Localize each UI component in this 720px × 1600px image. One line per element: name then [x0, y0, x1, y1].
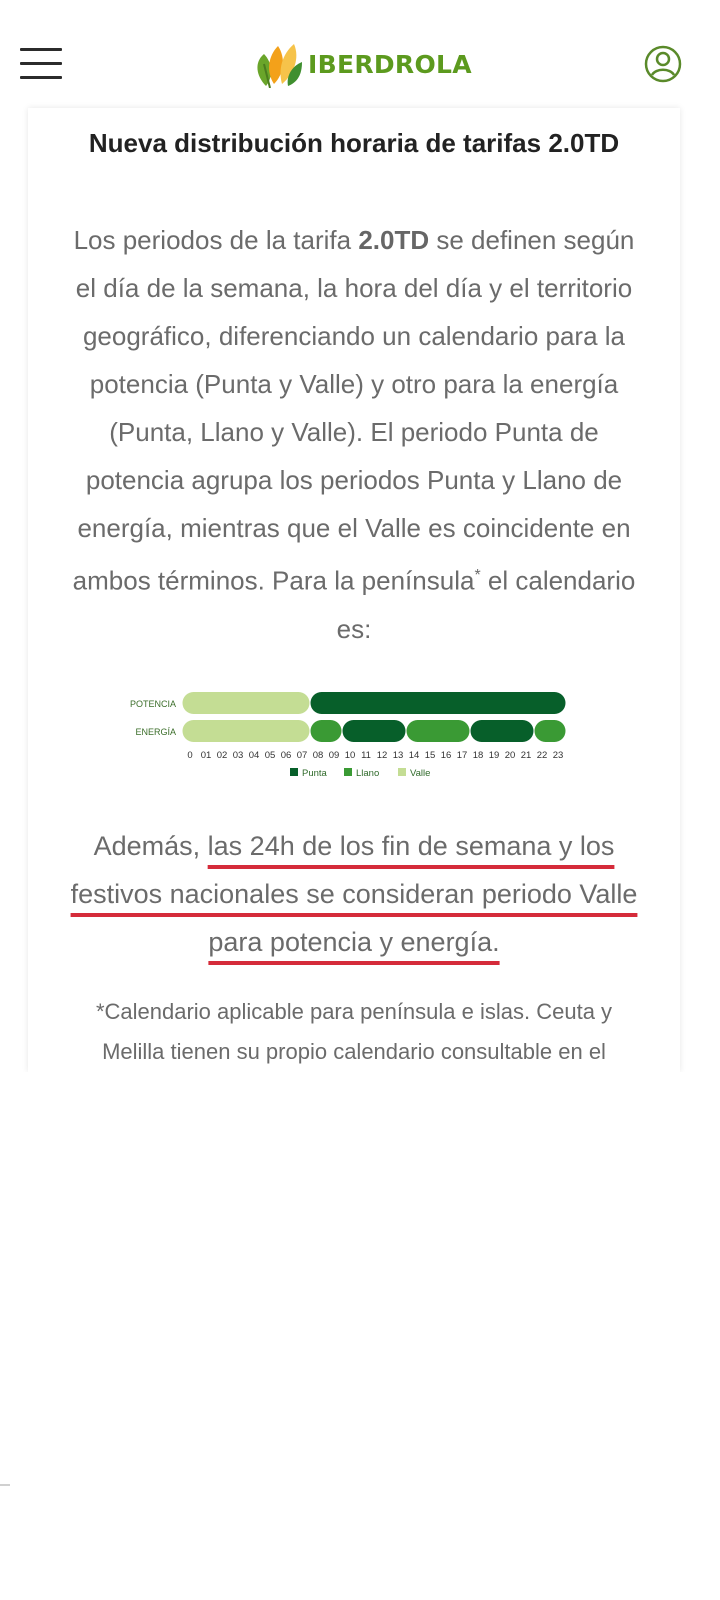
intro-text-end: el calendario es: [336, 565, 636, 644]
hour-tick-4: 04 [248, 750, 260, 761]
intro-text-middle: se definen según el día de la semana, la hora del día y el territorio geográfico, diferenciando un calendario para la potencia (Punta y Valle) y otro para la energía (Punta, Llano y Valle). El periodo Punta de potencia agrupa los periodos Punta y Llano de energía, mientras que el Valle es coincidente en ambos términos. Para la península [72, 225, 635, 596]
legend-label-2: Valle [410, 768, 431, 779]
weekend-text-start: Además, [93, 831, 208, 861]
hour-tick-12: 12 [376, 750, 388, 761]
blank-area [0, 1072, 720, 1600]
hour-tick-16: 16 [440, 750, 452, 761]
menu-icon[interactable] [20, 48, 62, 82]
hour-tick-3: 03 [232, 750, 244, 761]
hour-tick-19: 19 [488, 750, 500, 761]
legend-swatch-1 [344, 768, 352, 776]
user-account-icon[interactable] [644, 44, 682, 84]
article-card [28, 108, 680, 1072]
segment-1-1 [311, 720, 342, 742]
hour-tick-1: 01 [200, 750, 212, 761]
footnote-mark: * [474, 567, 481, 584]
top-bar [0, 0, 720, 108]
scroll-edge [0, 1484, 10, 1486]
hour-tick-14: 14 [408, 750, 420, 761]
hour-tick-7: 07 [296, 750, 308, 761]
hour-tick-18: 18 [472, 750, 484, 761]
hour-tick-9: 09 [328, 750, 340, 761]
brand-logo[interactable] [252, 40, 472, 88]
intro-text-start: Los periodos de la tarifa [73, 225, 359, 255]
hour-tick-5: 05 [264, 750, 276, 761]
segment-0-0 [183, 692, 310, 714]
row-label-1: ENERGÍA [135, 727, 176, 737]
highlighted-weekend-text: las 24h de los fin de semana y los festivos nacionales se consideran periodo Valle para potencia y energía. [70, 831, 638, 957]
legend-label-0: Punta [302, 768, 327, 779]
hour-tick-8: 08 [312, 750, 324, 761]
hour-tick-10: 10 [344, 750, 356, 761]
row-label-0: POTENCIA [129, 699, 176, 709]
hour-tick-23: 23 [552, 750, 564, 761]
segment-1-5 [535, 720, 566, 742]
brand-name: IBERDROLA [308, 49, 472, 79]
hour-tick-2: 02 [216, 750, 228, 761]
hour-tick-20: 20 [504, 750, 516, 761]
segment-1-3 [407, 720, 470, 742]
hour-tick-15: 15 [424, 750, 436, 761]
hour-tick-13: 13 [392, 750, 404, 761]
segment-1-0 [183, 720, 310, 742]
legend-swatch-0 [290, 768, 298, 776]
hour-tick-0: 0 [187, 750, 193, 761]
hour-tick-17: 17 [456, 750, 468, 761]
segment-1-4 [471, 720, 534, 742]
intro-paragraph [68, 216, 640, 653]
hour-tick-21: 21 [520, 750, 532, 761]
tariff-calendar-chart [128, 688, 578, 798]
legend-swatch-2 [398, 768, 406, 776]
legend-label-1: Llano [356, 768, 380, 779]
hour-tick-11: 11 [361, 750, 371, 761]
tariff-name: 2.0TD [358, 225, 430, 255]
segment-1-2 [343, 720, 406, 742]
hour-tick-22: 22 [536, 750, 548, 761]
segment-0-1 [311, 692, 566, 714]
hour-tick-6: 06 [280, 750, 292, 761]
article-title: Nueva distribución horaria de tarifas 2.0TD [88, 128, 620, 158]
footnote: *Calendario aplicable para península e islas. Ceuta y Melilla tienen su propio calendario consultable en el [95, 999, 613, 1064]
iberdrola-leaves-icon [252, 40, 304, 88]
weekend-paragraph [60, 822, 648, 966]
